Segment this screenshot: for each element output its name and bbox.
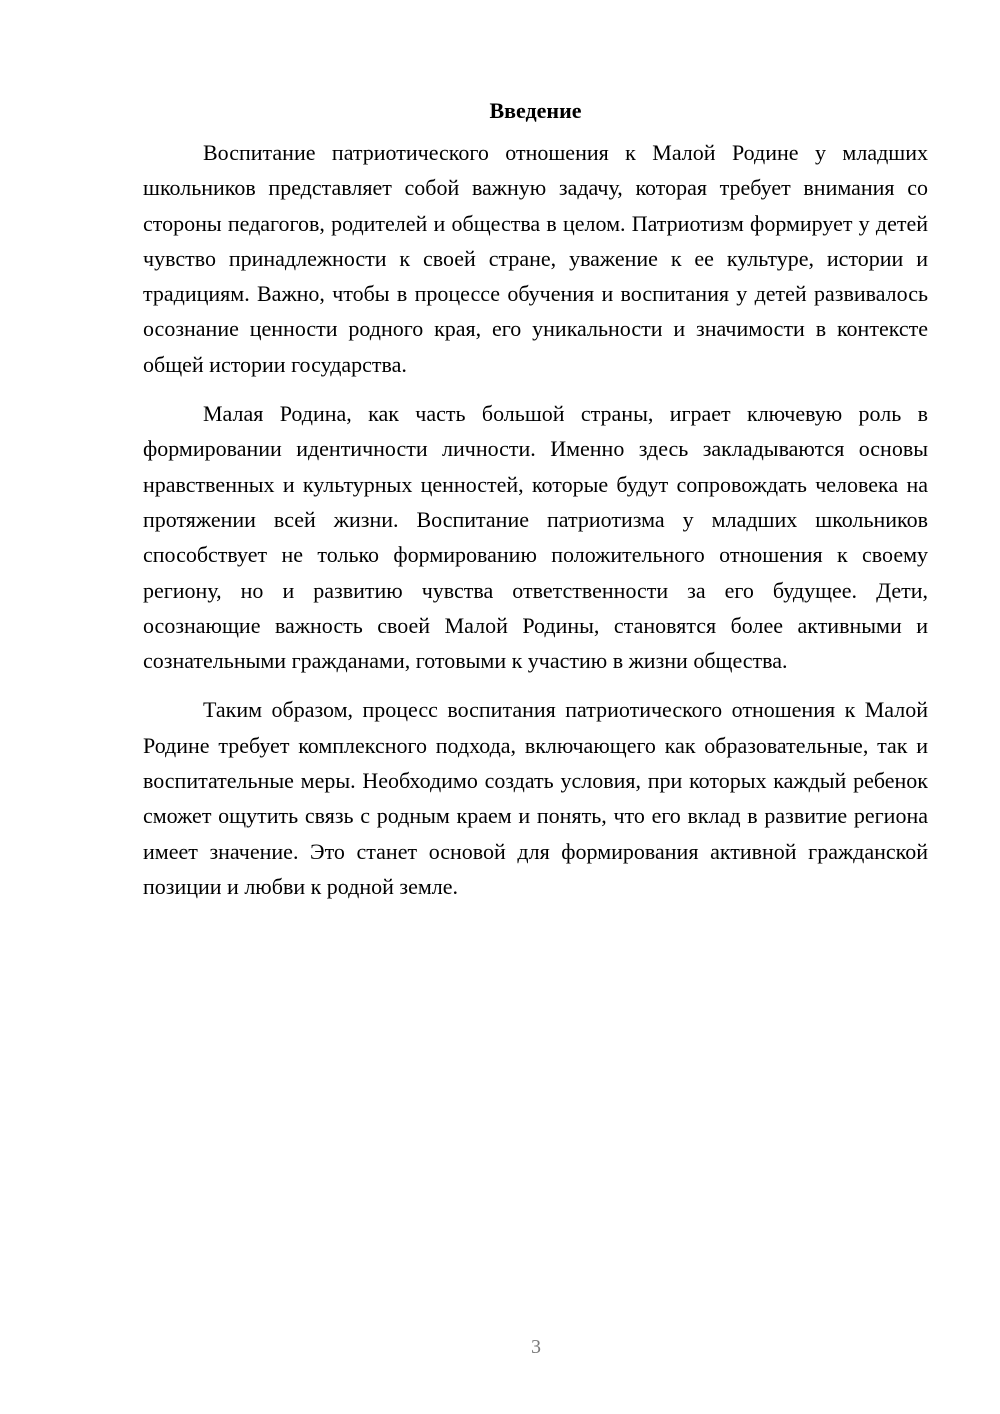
paragraph-2: Малая Родина, как часть большой страны, играет ключевую роль в формировании идентичности личности. Именно здесь закладываются основы нравственных и культурных ценностей, которые будут сопровождать человека на протяжении всей жизни. Воспитание патриотизма у младших школьников способствует не только формированию положительного отношения к своему региону, но и развитию чувства ответственности за его будущее. Дети, осознающие важность своей Малой Родины, становятся более активными и сознательными гражданами, готовыми к участию в жизни общества.: [143, 401, 928, 674]
section-title: Введение: [489, 98, 582, 123]
paragraph-3: Таким образом, процесс воспитания патриотического отношения к Малой Родине требует комплексного подхода, включающего как образовательные, так и воспитательные меры. Необходимо создать условия, при которых каждый ребенок сможет ощутить связь с родным краем и понять, что его вклад в развитие региона имеет значение. Это станет основой для формирования активной гражданской позиции и любви к родной земле.: [143, 697, 928, 899]
page-number: 3: [531, 1336, 541, 1358]
page-content: [143, 93, 928, 904]
paragraph-1: Воспитание патриотического отношения к Малой Родине у младших школьников представляет собой важную задачу, которая требует внимания со стороны педагогов, родителей и общества в целом. Патриотизм формирует у детей чувство принадлежности к своей стране, уважение к ее культуре, истории и традициям. Важно, чтобы в процессе обучения и воспитания у детей развивалось осознание ценности родного края, его уникальности и значимости в контексте общей истории государства.: [143, 140, 928, 377]
